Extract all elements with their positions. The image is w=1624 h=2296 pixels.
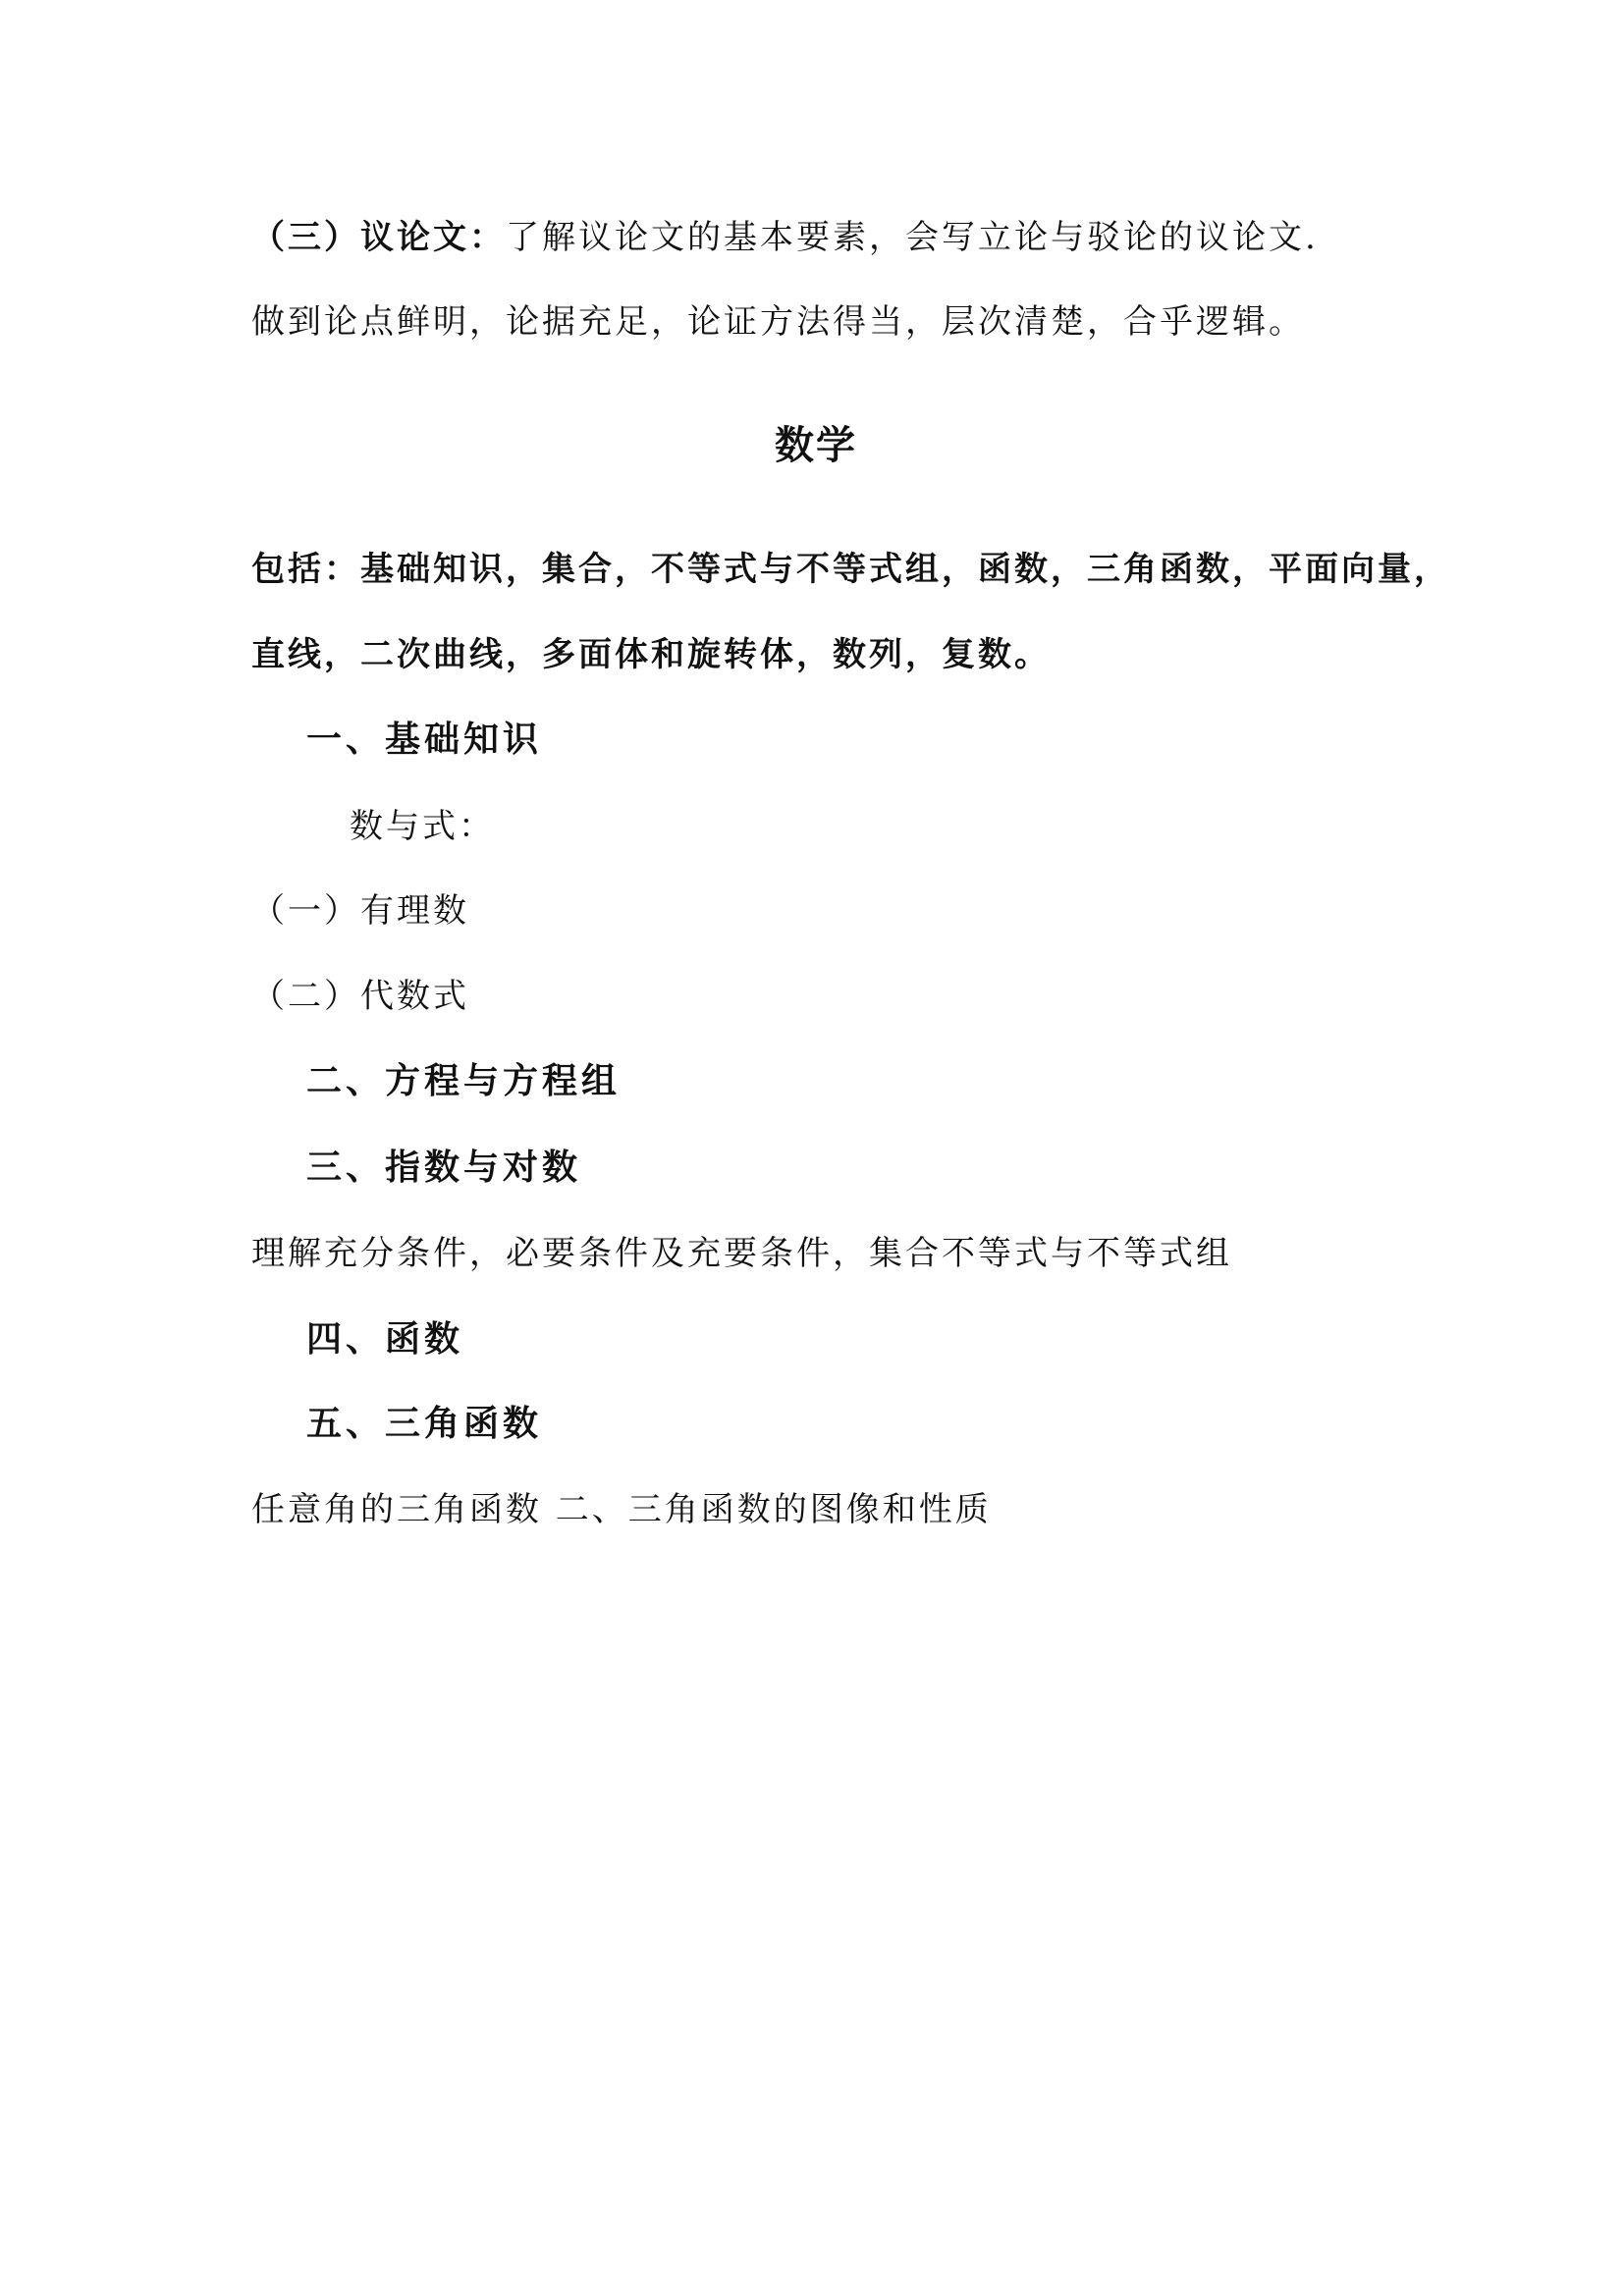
text-conditions: 理解充分条件，必要条件及充要条件，集合不等式与不等式组	[251, 1234, 1232, 1273]
text-trig: 任意角的三角函数 二、三角函数的图像和性质	[251, 1490, 992, 1529]
subheading-numbers-expressions: 数与式：	[350, 807, 495, 846]
heading-basic-knowledge: 一、基础知识	[306, 719, 543, 760]
item-rational-numbers: （一）有理数	[251, 891, 469, 931]
math-title: 数学	[775, 422, 857, 468]
heading-trig-functions: 五、三角函数	[306, 1403, 543, 1444]
math-intro-line1: 包括：基础知识，集合，不等式与不等式组，函数，三角函数，平面向量，	[251, 550, 1450, 589]
section3-line	[251, 218, 1319, 257]
section3-text: 了解议论文的基本要素，会写立论与驳论的议论文.	[506, 218, 1319, 257]
section3-text-continued: 做到论点鲜明，论据充足，论证方法得当，层次清楚，合乎逻辑。	[251, 302, 1305, 342]
heading-functions: 四、函数	[306, 1318, 464, 1360]
heading-equations: 二、方程与方程组	[306, 1060, 622, 1101]
item-algebraic-expressions: （二）代数式	[251, 977, 469, 1016]
math-intro-line2: 直线，二次曲线，多面体和旋转体，数列，复数。	[251, 635, 1051, 674]
heading-exponents-logarithms: 三、指数与对数	[306, 1147, 582, 1188]
section3-label: （三）议论文：	[251, 218, 506, 257]
